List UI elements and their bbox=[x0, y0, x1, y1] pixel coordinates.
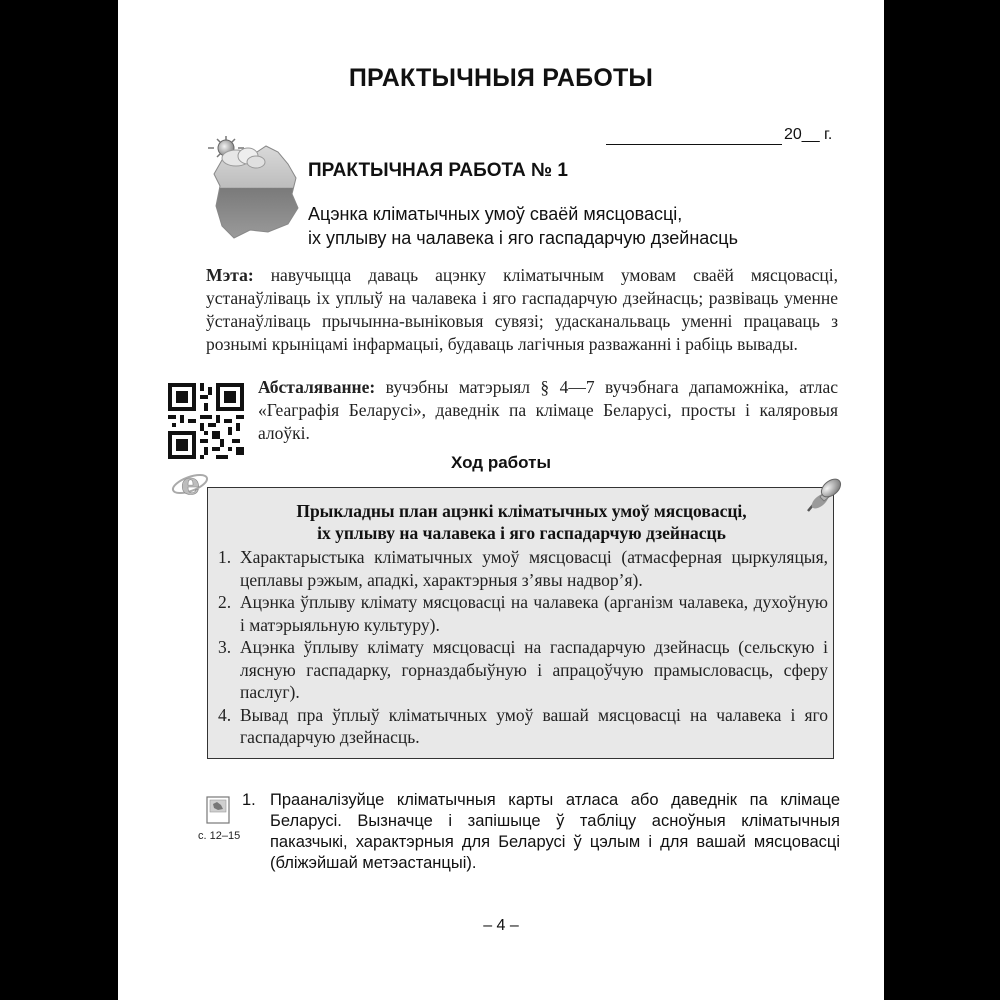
task-number: 1. bbox=[242, 791, 256, 809]
plan-title-line-1: Прыкладны план ацэнкі кліматычных умоў мясцовасці, bbox=[296, 501, 747, 521]
page bbox=[118, 0, 884, 1000]
goal-text: навучыцца даваць ацэнку кліматычным умовам сваёй мясцовасці, устанаўліваць іх уплыў на чалавека і яго гаспадарчую дзейнасць; развіваць уменне ўстанаўліваць прычынна-выніковыя сувязі; удасканальваць уменні працаваць з рознымі крыніцамі інфармацыі, будаваць лагічныя разважанні і рабіць вывады. bbox=[206, 265, 838, 354]
plan-title bbox=[208, 500, 835, 544]
procedure-heading: Ход работы bbox=[451, 453, 551, 472]
main-title: ПРАКТЫЧНЫЯ РАБОТЫ bbox=[348, 64, 654, 92]
belarus-weather-icon bbox=[208, 134, 304, 244]
work-subtitle bbox=[308, 202, 738, 250]
plan-item-text: Характарыстыка кліматычных умоў мясцовасці (атмасферная цыркуляцыя, цеплавы рэжым, ападкі, характэрныя з’явы надвор’я). bbox=[240, 547, 828, 590]
atlas-book-icon bbox=[206, 796, 232, 824]
goal-label: Мэта: bbox=[206, 265, 254, 285]
task-1 bbox=[242, 790, 840, 874]
date-year: 20__ г. bbox=[784, 126, 833, 143]
equipment-text: вучэбны матэрыял § 4—7 вучэбнага дапаможніка, атлас «Геаграфія Беларусі», даведнік па клімаце Беларусі, просты і каляровыя алоўкі. bbox=[258, 377, 838, 443]
task-text: Прааналізуйце кліматычныя карты атласа або даведнік па клімаце Беларусі. Вызначце і запішыце ў табліцу асноўныя кліматычныя паказчыкі, характэрныя для Беларусі ў цэлым і для вашай мясцовасці (бліжэйшай метэастанцыі). bbox=[270, 791, 840, 872]
plan-item-text: Ацэнка ўплыву клімату мясцовасці на чалавека (арганізм чалавека, духоўную і матэрыяльную культуру). bbox=[240, 592, 828, 635]
plan-item bbox=[218, 591, 828, 636]
work-subtitle-line-1: Ацэнка кліматычных умоў сваёй мясцовасці, bbox=[308, 204, 683, 224]
push-pin-icon bbox=[798, 473, 844, 519]
qr-code-icon bbox=[168, 383, 244, 459]
plan-item-number: 1. bbox=[218, 547, 232, 567]
plan-item-text: Вывад пра ўплыў кліматычных умоў вашай мясцовасці на чалавека і яго гаспадарчую дзейнасць. bbox=[240, 704, 828, 747]
equipment-label: Абсталяванне: bbox=[258, 377, 376, 397]
plan-box bbox=[207, 487, 834, 759]
plan-item bbox=[218, 704, 828, 749]
plan-list bbox=[218, 546, 828, 749]
work-title: ПРАКТЫЧНАЯ РАБОТА № 1 bbox=[308, 160, 568, 181]
plan-item-number: 2. bbox=[218, 592, 232, 612]
date-line bbox=[606, 130, 782, 145]
plan-item bbox=[218, 546, 828, 591]
plan-item bbox=[218, 636, 828, 704]
svg-text:e: e bbox=[181, 467, 201, 502]
work-subtitle-line-2: іх уплыву на чалавека і яго гаспадарчую дзейнасць bbox=[308, 228, 738, 248]
atlas-page-reference: с. 12–15 bbox=[198, 830, 241, 842]
plan-item-number: 4. bbox=[218, 704, 232, 725]
goal-paragraph bbox=[206, 264, 838, 356]
plan-title-line-2: іх уплыву на чалавека і яго гаспадарчую дзейнасць bbox=[317, 523, 726, 543]
plan-item-number: 3. bbox=[218, 637, 232, 657]
page-number: – 4 – bbox=[483, 917, 519, 934]
equipment-paragraph bbox=[258, 376, 838, 445]
plan-item-text: Ацэнка ўплыву клімату мясцовасці на гаспадарчую дзейнасць (сельскую і лясную гаспадарку, горназдабыўную і апрацоўчую прамысловасць, сферу паслуг). bbox=[240, 637, 828, 702]
